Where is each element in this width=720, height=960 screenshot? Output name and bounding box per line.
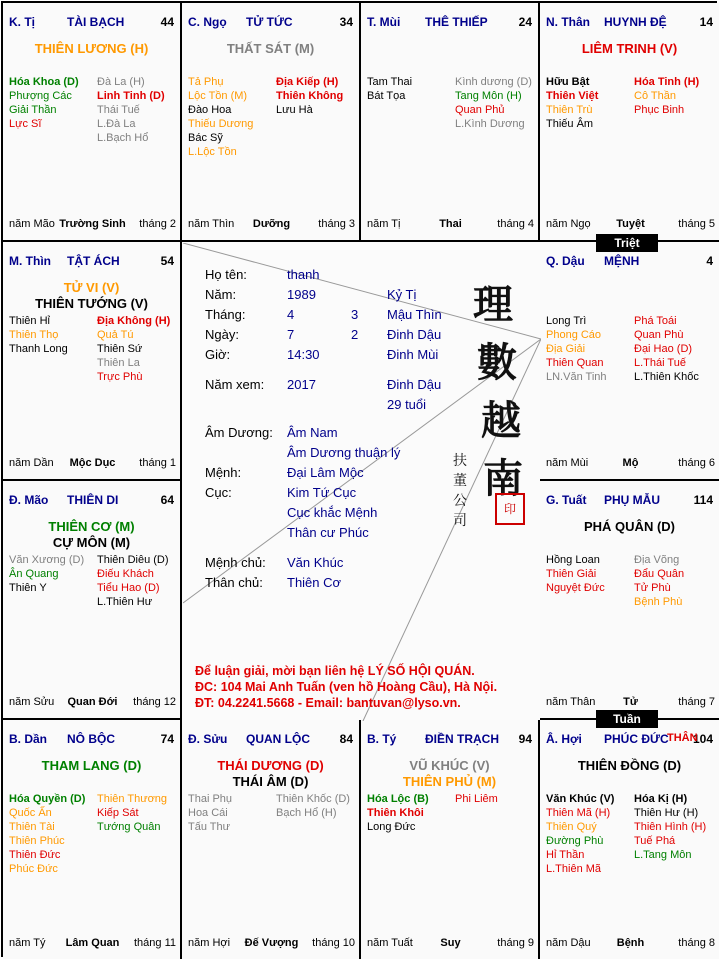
palace-stem: B. Tý [367,732,397,746]
minor-stars-left [367,75,412,103]
palace-stem: T. Mùi [367,15,401,29]
minor-stars-left [9,553,84,595]
minor-star: Thiên Mã (H) [546,807,611,819]
palace-name: HUYNH ĐỆ [604,15,667,29]
label-cuc: Cục: [205,485,232,500]
value-thang: 4 [287,307,295,322]
info-values-2 [287,423,400,593]
minor-star: Ân Quang [9,568,59,580]
minor-stars-right [455,792,498,806]
minor-star: Linh Tinh (D) [97,90,165,102]
palace-name: PHỤ MẪU [604,493,660,507]
major-star: CỰ MÔN (M) [52,535,131,550]
value-gio: 14:30 [287,347,320,362]
minor-star: Thiên Hỉ [9,315,50,327]
minor-stars-left [9,75,79,131]
palace-stem: Â. Hợi [546,732,582,746]
center-info-panel [183,243,541,721]
palace-year: năm Tị [367,218,401,230]
palace-year: năm Dậu [546,937,591,949]
minor-star: LN.Văn Tinh [546,371,607,383]
palace-month: tháng 4 [497,218,534,230]
major-star: THÁI DƯƠNG (D) [217,758,324,773]
major-star: LIÊM TRINH (V) [581,41,678,56]
major-star: TỬ VI (V) [63,280,120,295]
palace-header [367,15,534,31]
minor-star: Thiên Không [276,90,344,102]
palace-header [367,732,534,748]
minor-star: Địa Giải [546,343,586,355]
palace-stem: Đ. Mão [9,493,49,507]
minor-star: Địa Võng [634,554,680,566]
minor-star: Địa Kiếp (H) [276,76,339,88]
palace-month: tháng 10 [312,937,355,949]
minor-star: Hóa Tinh (H) [634,76,700,88]
value-cuc-3: Thân cư Phúc [287,525,369,540]
palace-header [9,15,176,31]
minor-star: Tả Phụ [188,76,224,88]
value-am-duong: Âm Nam [287,425,338,440]
info-lunar [351,305,358,345]
label-nam: Năm: [205,287,237,302]
value-ho-ten: thanh [287,267,320,282]
minor-star: Phục Binh [634,104,685,116]
palace-life-stage: Quan Đới [67,696,118,708]
value-cuc: Kim Tứ Cục [287,485,357,500]
red-seal-stamp: 印 [495,493,525,525]
minor-star: L.Thiên Mã [546,863,602,875]
palace-age: 14 [699,15,713,29]
minor-stars-right [634,553,684,609]
minor-star: Phúc Đức [9,863,58,875]
major-star: THIÊN TƯỚNG (V) [35,296,148,311]
palace-d-suu[interactable] [182,720,361,959]
minor-star: Thiên Đức [9,849,61,861]
palace-life-stage: Mộ [622,457,639,469]
minor-star: Phá Toái [634,315,677,327]
palace-c-ngo[interactable] [182,3,361,242]
minor-star: Tiểu Hao (D) [97,582,160,594]
palace-a-hoi[interactable] [540,720,719,959]
palace-d-mao[interactable] [3,481,182,720]
palace-header [9,254,176,270]
minor-stars-right [97,792,167,834]
palace-year: năm Sửu [9,696,55,708]
triet-tag: Triệt [596,234,658,252]
minor-star: L.Tang Môn [634,849,692,861]
major-star: THAM LANG (D) [41,758,142,773]
minor-star: Hóa Lộc (B) [367,793,429,805]
major-star: THẤT SÁT (M) [226,41,315,56]
palace-year: năm Mùi [546,457,589,469]
value-ngay: 7 [287,327,295,342]
palace-footer [546,218,715,232]
palace-life-stage: Bệnh [616,937,645,949]
minor-stars-right [276,75,343,117]
palace-stem: Q. Dậu [546,254,585,268]
palace-age: 44 [160,15,174,29]
palace-life-stage: Suy [440,937,461,949]
palace-age: 4 [706,254,713,268]
palace-g-tuat[interactable] [540,481,719,720]
major-star: THÁI ÂM (D) [232,774,309,789]
palace-year: năm Tuất [367,937,413,949]
minor-stars-left [188,792,232,834]
minor-star: Nguyệt Đức [546,582,605,594]
palace-life-stage: Đế Vượng [244,937,299,949]
minor-star: Thiên Giải [546,568,597,580]
palace-name: THÊ THIẾP [425,15,488,29]
minor-star: Thiên Y [9,582,47,594]
minor-stars-right [634,75,699,117]
minor-star: Kiếp Sát [97,807,139,819]
major-star: THIÊN ĐỒNG (D) [577,758,682,773]
palace-footer [546,696,715,710]
palace-name: TẬT ÁCH [67,254,120,268]
palace-stem: C. Ngọ [188,15,227,29]
minor-star: Hỉ Thần [546,849,585,861]
minor-stars-left [546,75,598,131]
palace-header [188,15,355,31]
major-star: THIÊN PHỦ (M) [402,774,497,789]
minor-star: Quan Phù [634,329,684,341]
palace-stem: M. Thìn [9,254,51,268]
palace-header [546,15,715,31]
major-star: THIÊN CƠ (M) [48,519,135,534]
minor-star: Tướng Quân [97,821,161,833]
minor-star: Thiên Việt [546,90,599,102]
minor-star: Thiên Quan [546,357,604,369]
minor-star: Văn Xương (D) [9,554,85,566]
palace-name: PHÚC ĐỨC [604,732,669,746]
value-cuc-2: Cục khắc Mệnh [287,505,378,520]
palace-name: TỬ TỨC [246,15,293,29]
minor-star: Thiên Thọ [9,329,59,341]
minor-star: L.Lộc Tồn [188,146,237,158]
palace-name: MỆNH [604,254,640,268]
palace-year: năm Dần [9,457,54,469]
minor-star: Lưu Hà [276,104,313,116]
minor-star: Đại Hao (D) [634,343,693,355]
minor-star: Bát Tọa [367,90,406,102]
palace-age: 84 [339,732,353,746]
palace-footer [9,457,176,471]
minor-stars-left [367,792,429,834]
minor-star: Hữu Bật [546,76,590,88]
minor-star: Thai Phụ [188,793,233,805]
minor-star: Lộc Tồn (M) [188,90,248,102]
minor-star: Kình dương (D) [455,76,532,88]
minor-star: L.Thiên Hư [97,596,153,608]
minor-star: Đẩu Quân [634,568,685,580]
minor-stars-right [97,314,170,384]
minor-star: L.Thái Tuế [634,357,686,369]
value-thang-al: 3 [351,307,359,322]
palace-life-stage: Thai [439,218,462,230]
minor-star: Hóa Quyền (D) [9,793,86,805]
minor-star: Hóa Khoa (D) [9,76,79,88]
minor-star: Tử Phù [634,582,671,594]
minor-star: Đà La (H) [97,76,145,88]
palace-name: NÔ BỘC [67,732,115,746]
palace-year: năm Hợi [188,937,231,949]
minor-star: Thiên Khốc (D) [276,793,350,805]
minor-star: Địa Không (H) [97,315,171,327]
minor-star: L.Kình Dương [455,118,525,130]
major-star: THIÊN LƯƠNG (H) [34,41,149,56]
palace-year: năm Mão [9,218,55,230]
minor-star: Điếu Khách [97,568,154,580]
minor-star: Văn Khúc (V) [546,793,615,805]
minor-stars-left [546,792,614,876]
palace-age: 104 [692,732,713,746]
label-nam-xem: Năm xem: [205,377,265,392]
palace-footer [367,937,534,951]
value-menh: Đại Lâm Mộc [287,465,364,480]
palace-life-stage: Dưỡng [252,218,291,230]
calligraphy-char-2: 數 [477,339,517,386]
palace-footer [188,218,355,232]
minor-star: Quả Tú [97,329,134,341]
palace-life-stage: Tuyệt [616,218,645,230]
palace-month: tháng 2 [139,218,176,230]
palace-month: tháng 11 [133,937,176,949]
info-can-chi [387,285,442,415]
calligraphy-char-4: 南 [483,455,523,502]
palace-header [546,254,715,270]
label-than-chu: Thân chủ: [205,575,263,590]
minor-stars-left [546,314,607,384]
palace-name: ĐIỀN TRẠCH [425,732,499,746]
palace-life-stage: Tử [623,696,638,708]
minor-star: Tam Thai [367,76,413,88]
value-ngay-cc: Đinh Dậu [387,327,442,342]
palace-name: TÀI BẠCH [67,15,125,29]
palace-life-stage: Mộc Dục [69,457,116,469]
palace-age: 34 [339,15,353,29]
palace-stem: K. Tị [9,15,35,29]
palace-month: tháng 9 [497,937,534,949]
palace-age: 94 [518,732,532,746]
palace-footer [367,218,534,232]
label-menh-chu: Mệnh chủ: [205,555,266,570]
label-thang: Tháng: [205,307,246,322]
minor-stars-right [97,553,169,609]
calligraphy-side-text: 扶 董 公 司 [453,453,467,529]
palace-b-dan[interactable] [3,720,182,959]
palace-age: 54 [160,254,174,268]
minor-star: Thái Tuế [97,104,140,116]
palace-m-thin[interactable] [3,242,182,481]
minor-star: Đường Phù [546,835,604,847]
contact-line-1: Để luận giải, mời bạn liên hệ LÝ SỐ HỘI QUÁN. [195,664,475,678]
minor-stars-left [9,314,68,356]
palace-age: 24 [518,15,532,29]
minor-star: Bác Sỹ [188,132,223,144]
tuvi-chart-board [1,1,717,957]
minor-star: Thiên Thương [97,793,168,805]
palace-header [188,732,355,748]
calligraphy-char-3: 越 [481,397,521,444]
minor-star: Thanh Long [9,343,68,355]
palace-footer [9,218,176,232]
minor-star: Thiên La [97,357,140,369]
minor-star: Thiếu Dương [188,118,254,130]
minor-star: Thiên Trù [546,104,593,116]
palace-month: tháng 12 [133,696,176,708]
value-gio-cc: Đinh Mùi [387,347,439,362]
palace-footer [546,457,715,471]
minor-star: Phong Cáo [546,329,602,341]
minor-stars-left [188,75,253,159]
label-menh: Mệnh: [205,465,242,480]
minor-stars-right [634,314,699,384]
minor-star: Thiên Tài [9,821,55,833]
minor-star: Trực Phù [97,371,143,383]
value-tuoi: 29 tuổi [387,397,427,412]
palace-year: năm Ngọ [546,218,591,230]
minor-star: Phi Liêm [455,793,498,805]
info-labels [205,265,264,395]
minor-star: Đào Hoa [188,104,232,116]
minor-stars-right [634,792,706,862]
minor-star: Bệnh Phù [634,596,683,608]
minor-star: Hồng Loan [546,554,600,566]
value-nam: 1989 [287,287,316,302]
minor-star: L.Đà La [97,118,136,130]
palace-b-ty[interactable] [361,720,540,959]
tuan-tag: Tuần [596,710,658,728]
palace-month: tháng 6 [678,457,715,469]
minor-star: Bạch Hổ (H) [276,807,337,819]
minor-stars-left [9,792,85,876]
palace-header [546,493,715,509]
palace-q-dau[interactable] [540,242,719,481]
palace-footer [9,696,176,710]
palace-footer [9,937,176,951]
palace-month: tháng 7 [678,696,715,708]
palace-month: tháng 5 [678,218,715,230]
minor-star: Tấu Thư [188,821,231,833]
minor-star: Thiên Phúc [9,835,65,847]
palace-footer [188,937,355,951]
minor-star: L.Thiên Khốc [634,371,699,383]
palace-month: tháng 1 [139,457,176,469]
palace-header [9,493,176,509]
label-ho-ten: Họ tên: [205,267,247,282]
minor-star: Tang Môn (H) [455,90,522,102]
minor-star: Phượng Các [9,90,72,102]
label-ngay: Ngày: [205,327,239,342]
major-star: PHÁ QUÂN (D) [584,519,675,534]
value-thang-cc: Mậu Thìn [387,307,442,322]
palace-age: 114 [693,493,713,507]
minor-star: Quan Phủ [455,104,505,116]
than-marker: THÂN [667,732,698,744]
value-am-duong-2: Âm Dương thuận lý [287,445,401,460]
minor-star: Thiên Hư (H) [634,807,699,819]
minor-star: Thiên Khôi [367,807,424,819]
palace-month: tháng 8 [678,937,715,949]
value-nam-cc: Kỷ Tị [387,287,417,302]
minor-star: Cô Thần [634,90,676,102]
minor-star: Thiên Quý [546,821,597,833]
palace-k-ti[interactable] [3,3,182,242]
major-star: VŨ KHÚC (V) [409,758,490,773]
palace-n-than[interactable] [540,3,719,242]
contact-block [195,663,535,711]
palace-header [9,732,176,748]
minor-star: Hóa Kị (H) [634,793,688,805]
minor-star: Tuế Phá [634,835,676,847]
palace-month: tháng 3 [318,218,355,230]
minor-stars-right [276,792,350,820]
minor-stars-right [455,75,532,131]
minor-star: Long Đức [367,821,416,833]
palace-stem: Đ. Sửu [188,732,228,746]
palace-life-stage: Lâm Quan [65,937,120,949]
minor-star: Thiên Sứ [97,343,143,355]
minor-stars-left [546,553,605,595]
palace-name: THIÊN DI [67,493,119,507]
palace-footer [546,937,715,951]
minor-star: Thiếu Âm [546,118,594,130]
label-gio: Giờ: [205,347,231,362]
palace-year: năm Thìn [188,218,235,230]
value-ngay-al: 2 [351,327,359,342]
palace-age: 64 [160,493,174,507]
palace-stem: G. Tuất [546,493,587,507]
info-values [287,265,320,395]
minor-star: Thiên Hình (H) [634,821,707,833]
minor-star: Giải Thần [9,104,57,116]
minor-star: Long Trì [546,315,587,327]
value-than-chu: Thiên Cơ [287,575,342,590]
minor-star: Lực Sĩ [9,118,42,130]
palace-life-stage: Trường Sinh [59,218,126,230]
value-nam-xem: 2017 [287,377,316,392]
palace-year: năm Thân [546,696,596,708]
calligraphy-char-1: 理 [473,281,513,328]
value-menh-chu: Văn Khúc [287,555,344,570]
contact-line-3: ĐT: 04.2241.5668 - Email: bantuvan@lyso.vn. [195,696,461,710]
palace-name: QUAN LỘC [246,732,310,746]
palace-age: 74 [160,732,174,746]
palace-year: năm Tý [9,937,46,949]
info-labels-2 [205,423,273,593]
contact-line-2: ĐC: 104 Mai Anh Tuấn (ven hồ Hoàng Cầu), Hà Nội. [195,680,498,694]
minor-star: L.Bạch Hổ [97,132,149,144]
value-nam-xem-cc: Đinh Dậu [387,377,442,392]
label-am-duong: Âm Dương: [205,425,273,440]
minor-star: Hoa Cái [188,807,228,819]
palace-t-mui[interactable] [361,3,540,242]
palace-stem: B. Dần [9,732,48,746]
palace-stem: N. Thân [546,15,590,29]
minor-stars-right [97,75,165,145]
minor-star: Quốc Ấn [9,807,52,819]
minor-star: Thiên Diêu (D) [97,554,169,566]
